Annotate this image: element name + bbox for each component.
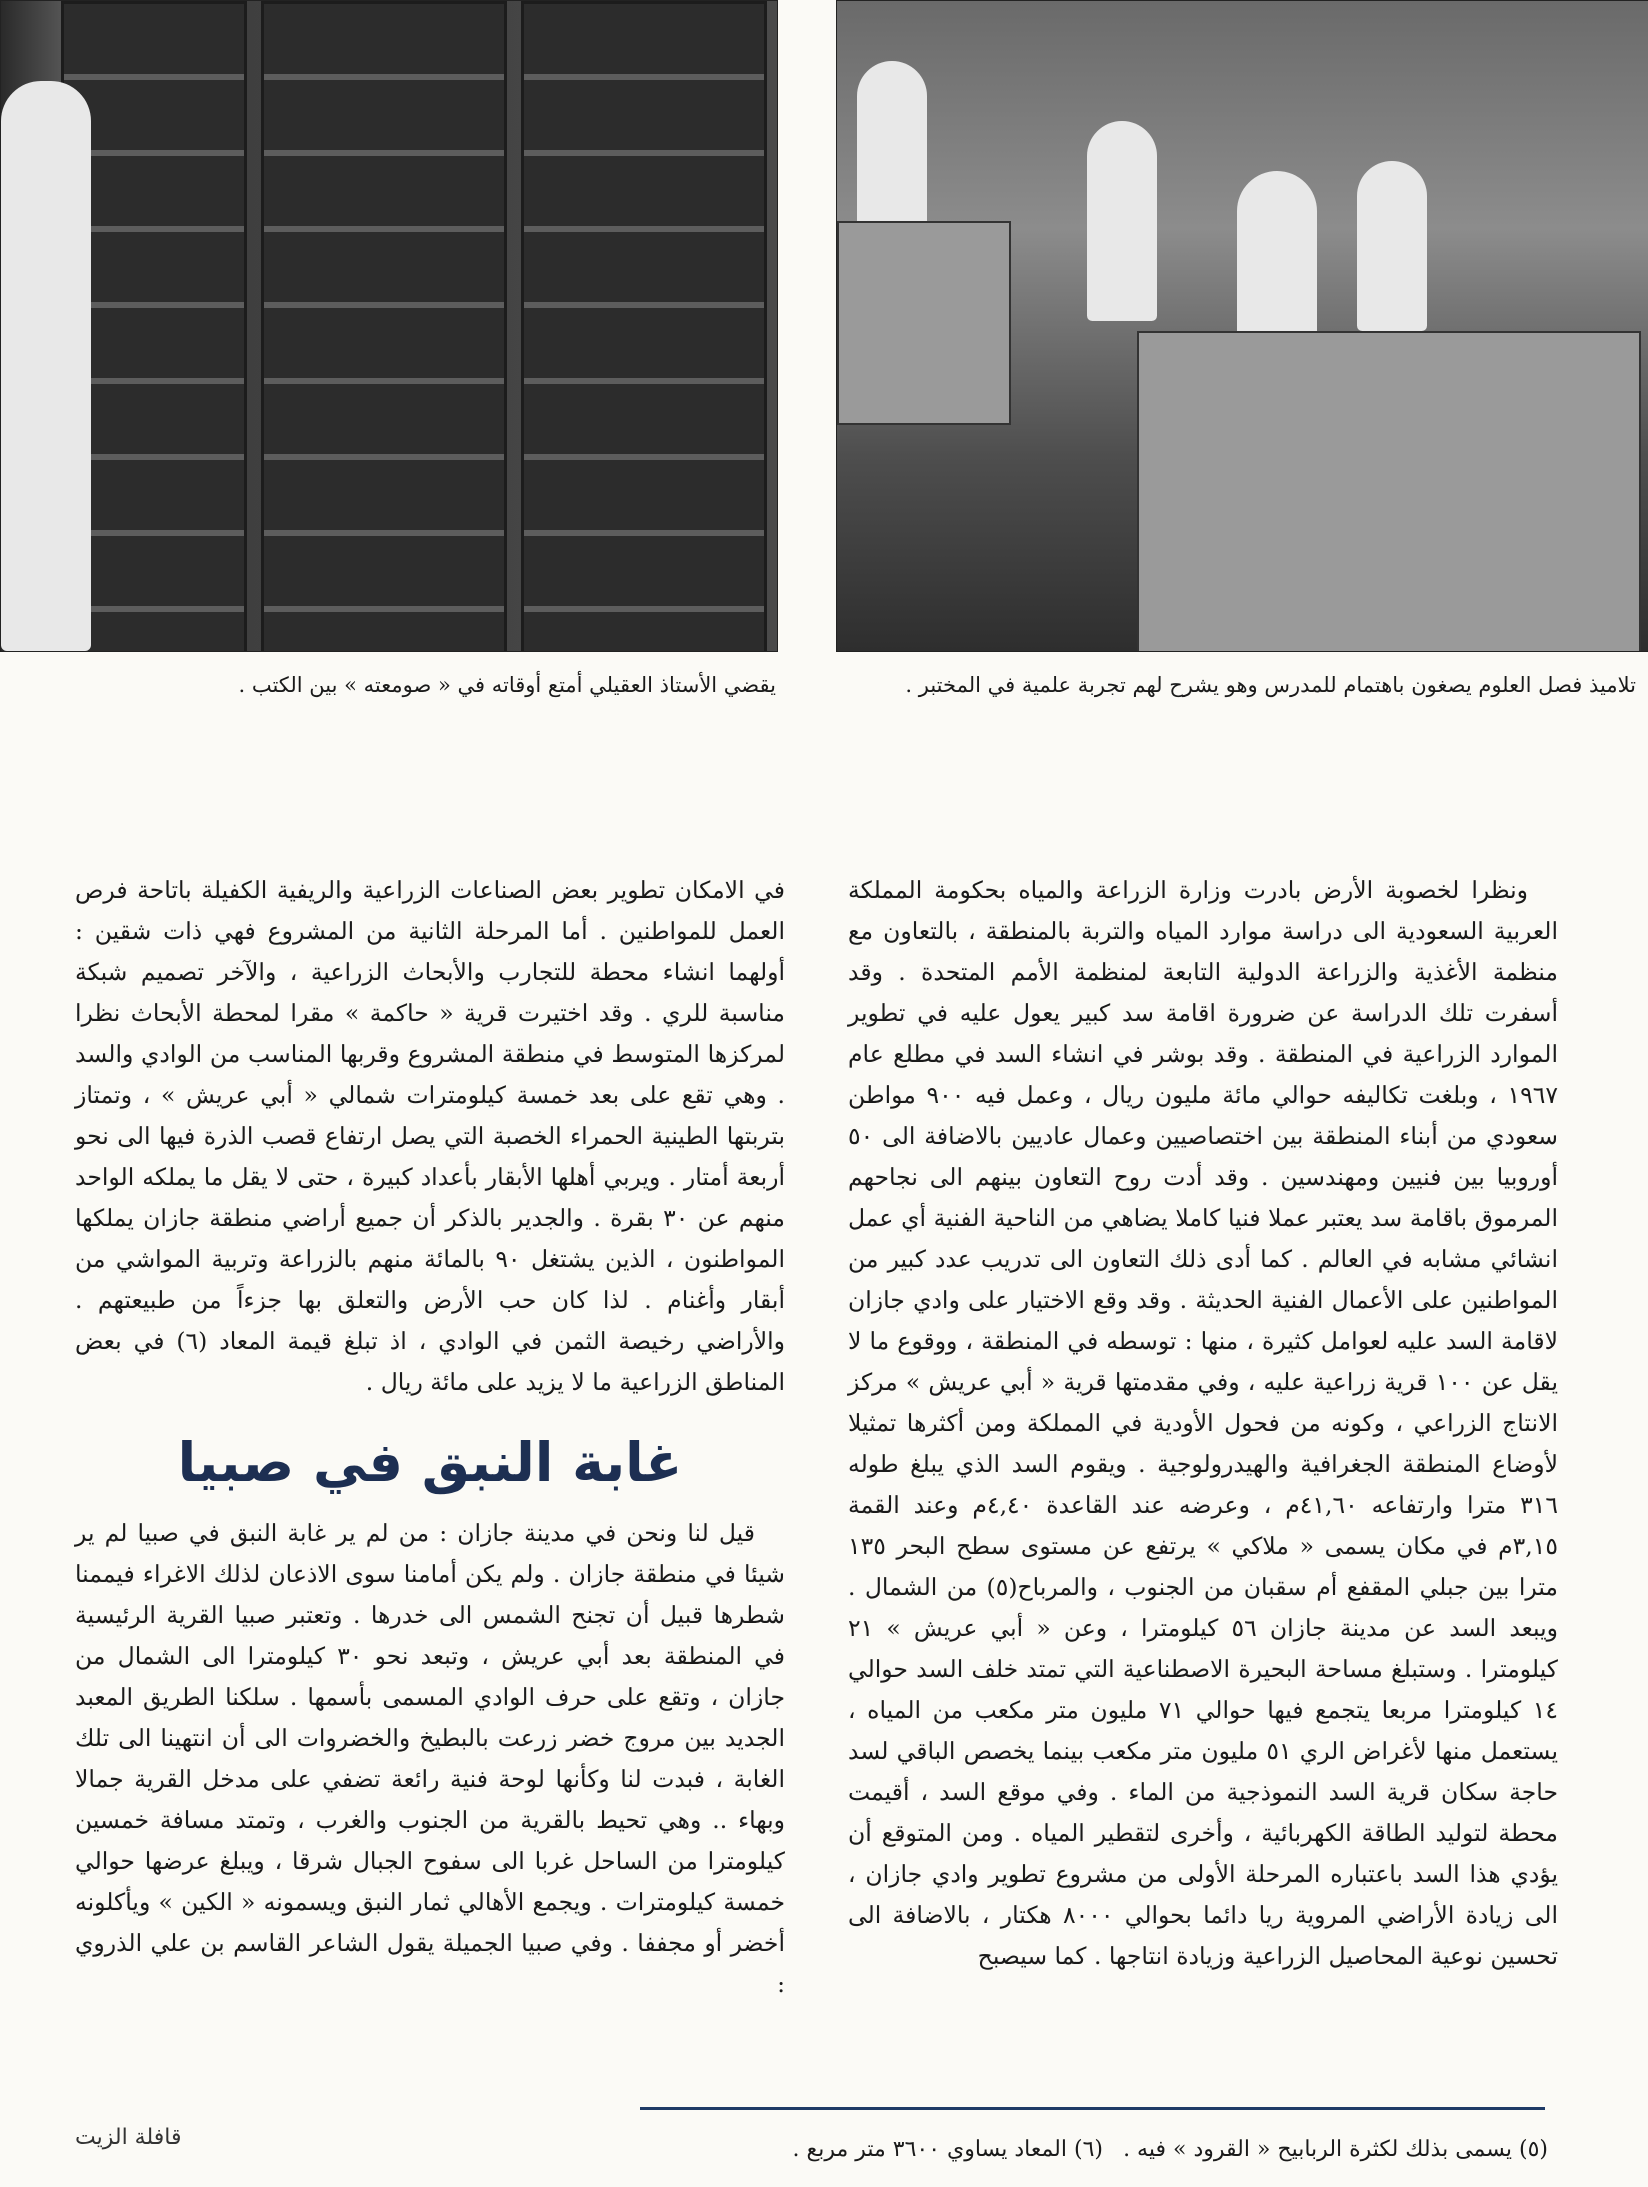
student-figure xyxy=(1087,121,1157,321)
bookshelf-door xyxy=(261,1,507,652)
footnote-divider xyxy=(640,2107,1545,2110)
student-figure xyxy=(1357,161,1427,331)
article-right-column xyxy=(848,870,1558,1977)
article-paragraph: ونظرا لخصوبة الأرض بادرت وزارة الزراعة والمياه بحكومة المملكة العربية السعودية الى دراسة موارد المياه والتربة بالمنطقة ، بالتعاون مع منظمة الأغذية والزراعة الدولية التابعة لمنظمة الأمم المتحدة . وقد أسفرت تلك الدراسة عن ضرورة اقامة سد كبير يعول عليه في تطوير الموارد الزراعية في المنطقة . وقد بوشر في انشاء السد في مطلع عام ١٩٦٧ ، وبلغت تكاليفه حوالي مائة مليون ريال ، وعمل فيه ٩٠٠ مواطن سعودي من أبناء المنطقة بين اختصاصيين وعمال عاديين بالاضافة الى ٥٠ أوروبيا بين فنيين ومهندسين . وقد أدت روح التعاون بينهم الى نجاحهم المرموق باقامة سد يعتبر عملا فنيا كاملا يضاهي من الناحية الفنية أي عمل انشائي مشابه في العالم . كما أدى ذلك التعاون الى تدريب عدد كبير من المواطنين على الأعمال الفنية الحديثة . وقد وقع الاختيار على وادي جازان لاقامة السد عليه لعوامل كثيرة ، منها : توسطه في المنطقة ، ووقوع ما لا يقل عن ١٠٠ قرية زراعية عليه ، وفي مقدمتها قرية « أبي عريش » مركز الانتاج الزراعي ، وكونه من فحول الأودية في المملكة ومن أكثرها تمثيلا لأوضاع المنطقة الجغرافية والهيدرولوجية . ويقوم السد الذي يبلغ طوله ٣١٦ مترا وارتفاعه ٤١,٦٠م ، وعرضه عند القاعدة ٤,٤٠م وعند القمة ٣,١٥م في مكان يسمى « ملاكي » يرتفع عن مستوى سطح البحر ١٣٥ مترا بين جبلي المقفع أم سقبان من الجنوب ، والمرباح(٥) من الشمال . ويبعد السد عن مدينة جازان ٥٦ كيلومترا ، وعن « أبي عريش » ٢١ كيلومترا . وستبلغ مساحة البحيرة الاصطناعية التي تمتد خلف السد حوالي ١٤ كيلومترا مربعا يتجمع فيها حوالي ٧١ مليون متر مكعب من المياه ، يستعمل منها لأغراض الري ٥١ مليون متر مكعب بينما يخصص الباقي لسد حاجة سكان قرية السد النموذجية من الماء . وفي موقع السد ، أقيمت محطة لتوليد الطاقة الكهربائية ، وأخرى لتقطير المياه . ومن المتوقع أن يؤدي هذا السد باعتباره المرحلة الأولى من مشروع تطوير وادي جازان ، الى زيادة الأراضي المروية ريا دائما بحوالي ٨٠٠٠ هكتار ، بالاضافة الى تحسين نوعية المحاصيل الزراعية وزيادة انتاجها . كما سيصبح xyxy=(848,876,1559,1970)
magazine-name: قافلة الزيت xyxy=(75,2125,182,2150)
lab-bench xyxy=(837,221,1011,425)
library-photo xyxy=(0,0,778,652)
man-figure xyxy=(1,81,91,651)
lab-photo-caption: تلاميذ فصل العلوم يصغون باهتمام للمدرس وهو يشرح لهم تجربة علمية في المختبر . xyxy=(905,673,1636,697)
section-heading: غابة النبق في صبيا xyxy=(177,1431,683,1494)
library-photo-caption: يقضي الأستاذ العقيلي أمتع أوقاته في « صومعته » بين الكتب . xyxy=(238,673,776,697)
lab-table xyxy=(1137,331,1641,652)
article-paragraph: قيل لنا ونحن في مدينة جازان : من لم ير غابة النبق في صبيا لم ير شيئا في منطقة جازان . ولم يكن أمامنا سوى الاذعان لذلك الاغراء فيممنا شطرها قبيل أن تجنح الشمس الى خدرها . وتعتبر صبيا القرية الرئيسية في المنطقة بعد أبي عريش ، وتبعد نحو ٣٠ كيلومترا الى الشمال من جازان ، وتقع على حرف الوادي المسمى بأسمها . سلكنا الطريق المعبد الجديد بين مروج خضر زرعت بالبطيخ والخضروات الى أن انتهينا الى تلك الغابة ، فبدت لنا وكأنها لوحة فنية رائعة تضفي على مدخل القرية جمالا وبهاء .. وهي تحيط بالقرية من الجنوب والغرب ، وتمتد مسافة خمسين كيلومترا من الساحل غربا الى سفوح الجبال شرقا ، ويبلغ عرضها حوالي خمسة كيلومترات . ويجمع الأهالي ثمار النبق ويسمونه « الكين » ويأكلونه أخضر أو مجففا . وفي صبيا الجميلة يقول الشاعر القاسم بن علي الذروي : xyxy=(75,1519,785,1998)
student-figure xyxy=(1237,171,1317,351)
article-paragraph: في الامكان تطوير بعض الصناعات الزراعية والريفية الكفيلة باتاحة فرص العمل للمواطنين . أما المرحلة الثانية من المشروع فهي ذات شقين : أولهما انشاء محطة للتجارب والأبحاث الزراعية ، والآخر تصميم شبكة مناسبة للري . وقد اختيرت قرية « حاكمة » مقرا لمحطة الأبحاث نظرا لمركزها المتوسط في منطقة المشروع وقربها المناسب من الوادي والسد . وهي تقع على بعد خمسة كيلومترات شمالي « أبي عريش » ، وتمتاز بتربتها الطينية الحمراء الخصبة التي يصل ارتفاع قصب الذرة فيها الى نحو أربعة أمتار . ويربي أهلها الأبقار بأعداد كبيرة ، حتى لا يقل ما يملكه الواحد منهم عن ٣٠ بقرة . والجدير بالذكر أن جميع أراضي منطقة جازان يملكها المواطنون ، الذين يشتغل ٩٠ بالمائة منهم بالزراعة وتربية المواشي من أبقار وأغنام . لذا كان حب الأرض والتعلق بها جزءاً من طبيعتهم . والأراضي رخيصة الثمن في الوادي ، اذ تبلغ قيمة المعاد (٦) في بعض المناطق الزراعية ما لا يزيد على مائة ريال . xyxy=(75,876,785,1396)
student-figure xyxy=(857,61,927,241)
article-left-column xyxy=(75,870,785,2005)
footnote-6: (٦) المعاد يساوي ٣٦٠٠ متر مربع . xyxy=(792,2137,1103,2162)
laboratory-photo xyxy=(836,0,1648,652)
bookshelf-door xyxy=(521,1,767,652)
footnote-5: (٥) يسمى بذلك لكثرة الربابيح « القرود » فيه . xyxy=(1123,2137,1548,2162)
